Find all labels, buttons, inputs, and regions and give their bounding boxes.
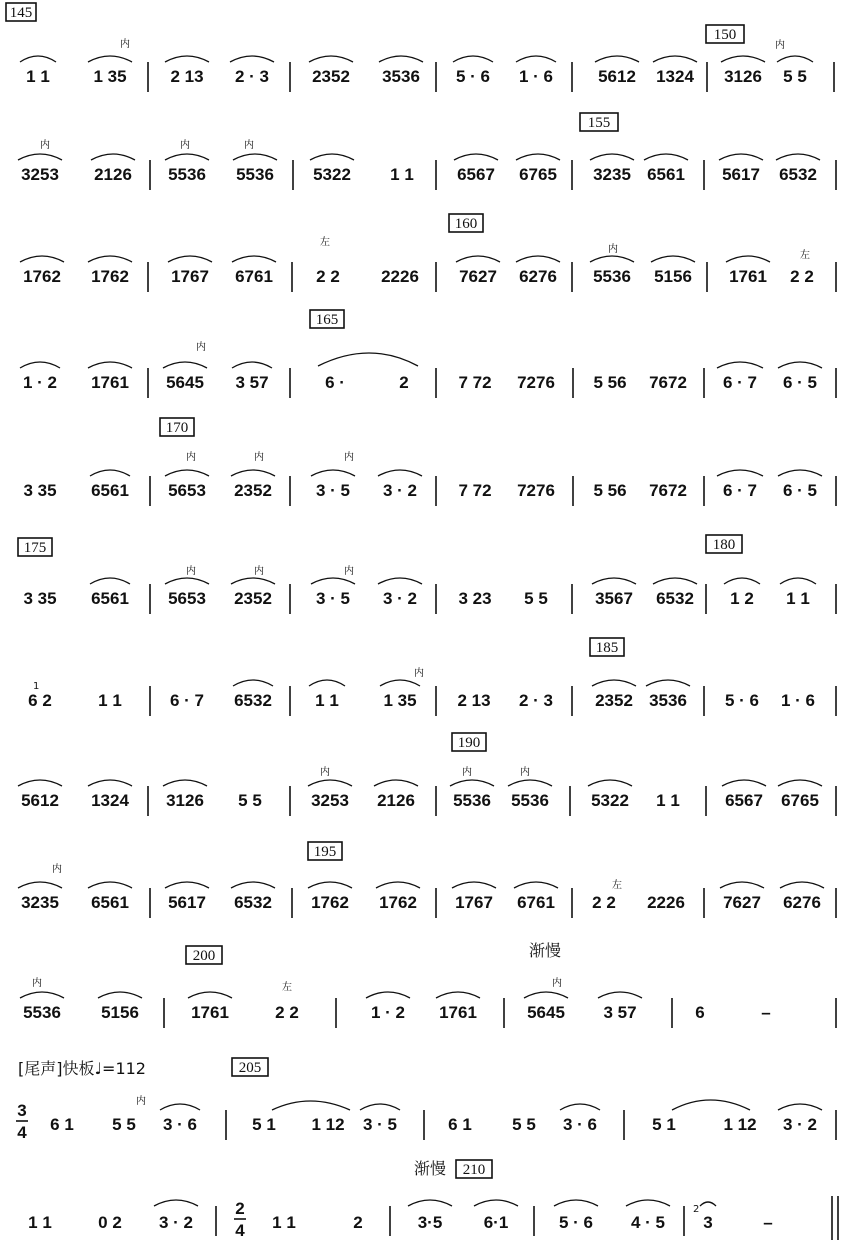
fingering-nei: 内 bbox=[136, 1096, 146, 1107]
note-group: 5536 bbox=[593, 267, 631, 286]
fingering-nei: 内 bbox=[196, 342, 206, 353]
bar-number-185: 185 bbox=[595, 640, 619, 656]
score-row-5 bbox=[23, 418, 836, 506]
note-group: 1762 bbox=[379, 893, 417, 912]
note-group: 0 2 bbox=[98, 1213, 122, 1232]
note-group: 2352 bbox=[234, 589, 272, 608]
note-group: 2 2 bbox=[316, 267, 340, 286]
note-group: 5 56 bbox=[593, 481, 627, 500]
fingering-nei: 内 bbox=[186, 452, 196, 463]
note-group: 5653 bbox=[168, 481, 206, 500]
note-group: 1761 bbox=[191, 1003, 229, 1022]
note-group: 6 1 bbox=[50, 1115, 74, 1134]
note-group: 1761 bbox=[729, 267, 767, 286]
note-group: 5 · 6 bbox=[455, 67, 491, 86]
note-group: 2 2 bbox=[275, 1003, 299, 1022]
score-row-4 bbox=[20, 310, 836, 398]
fingering-zuo: 左 bbox=[320, 237, 330, 248]
note-group: 1762 bbox=[311, 893, 349, 912]
note-group: 7276 bbox=[517, 481, 555, 500]
bar-number-175: 175 bbox=[23, 540, 47, 556]
fingering-nei: 内 bbox=[40, 140, 50, 151]
score-row-2 bbox=[18, 113, 836, 190]
slur-marks bbox=[20, 353, 822, 368]
fingering-nei: 内 bbox=[120, 39, 130, 50]
note-group: 6 · 7 bbox=[169, 691, 205, 710]
section-label-coda: [尾声]快板♩=112 bbox=[18, 1059, 146, 1078]
note-group: 2352 bbox=[595, 691, 633, 710]
note-group: 6561 bbox=[647, 165, 685, 184]
note-group: 5653 bbox=[168, 589, 206, 608]
note-group: – bbox=[763, 1213, 773, 1232]
score-row-10 bbox=[20, 941, 836, 1028]
fingering-nei: 内 bbox=[344, 452, 354, 463]
fingering-nei: 内 bbox=[52, 864, 62, 875]
slur-marks bbox=[233, 680, 690, 686]
note-group: 6761 bbox=[235, 267, 273, 286]
note-group: 2352 bbox=[234, 481, 272, 500]
note-group: 5617 bbox=[168, 893, 206, 912]
note-group: 5536 bbox=[168, 165, 206, 184]
note-group: 1 1 bbox=[656, 791, 680, 810]
fingering-zuo: 左 bbox=[612, 880, 622, 891]
note-group: 1 35 bbox=[93, 67, 127, 86]
note-group: 1762 bbox=[23, 267, 61, 286]
bar-number-210: 210 bbox=[462, 1162, 486, 1178]
fingering-nei: 内 bbox=[552, 978, 562, 989]
note-group: 5 · 6 bbox=[724, 691, 760, 710]
note-group: 5322 bbox=[313, 165, 351, 184]
time-signature-top: 2 bbox=[235, 1199, 245, 1218]
fingering-nei: 内 bbox=[775, 40, 785, 51]
fingering-nei: 内 bbox=[320, 767, 330, 778]
note-group: 3 · 2 bbox=[158, 1213, 194, 1232]
note-group: 3 57 bbox=[235, 373, 269, 392]
bar-number-170: 170 bbox=[165, 420, 189, 436]
note-group: 5536 bbox=[511, 791, 549, 810]
note-group: 6 bbox=[695, 1003, 705, 1022]
note-group: 1 2 bbox=[730, 589, 754, 608]
note-group: 6765 bbox=[519, 165, 557, 184]
note-group: 3 · 2 bbox=[382, 481, 418, 500]
note-group: 2126 bbox=[94, 165, 132, 184]
note-group: 1 · 6 bbox=[780, 691, 816, 710]
slur-marks bbox=[20, 256, 770, 262]
note-group: 6 · 5 bbox=[782, 481, 818, 500]
note-group: 7 72 bbox=[458, 481, 492, 500]
slur-marks bbox=[20, 56, 813, 62]
bar-number-150: 150 bbox=[713, 27, 737, 43]
tempo-marking-rit: 渐慢 bbox=[528, 941, 562, 960]
note-group: 2 2 bbox=[592, 893, 616, 912]
fingering-nei: 内 bbox=[244, 140, 254, 151]
note-group: 5 5 bbox=[112, 1115, 136, 1134]
note-group: 1 12 bbox=[723, 1115, 757, 1134]
note-group: 6276 bbox=[783, 893, 821, 912]
note-group: 3 · 6 bbox=[562, 1115, 598, 1134]
note-group: 5536 bbox=[453, 791, 491, 810]
slur-marks bbox=[160, 1100, 822, 1110]
slur-marks bbox=[20, 992, 642, 998]
bar-number-200: 200 bbox=[192, 948, 216, 964]
grace-note: 1 bbox=[33, 681, 40, 692]
time-signature-top: 3 bbox=[17, 1101, 27, 1120]
note-group: – bbox=[761, 1003, 771, 1022]
note-group: 1 1 bbox=[28, 1213, 52, 1232]
note-group: 5156 bbox=[101, 1003, 139, 1022]
slur-marks bbox=[90, 470, 822, 476]
note-group: 1761 bbox=[439, 1003, 477, 1022]
fingering-zuo: 左 bbox=[800, 250, 810, 261]
fingering-nei: 内 bbox=[254, 452, 264, 463]
note-group: 6 1 bbox=[448, 1115, 472, 1134]
note-group: 7672 bbox=[649, 481, 687, 500]
note-group: 3 57 bbox=[603, 1003, 637, 1022]
note-group: 5322 bbox=[591, 791, 629, 810]
note-group: 5 56 bbox=[593, 373, 627, 392]
note-group: 1767 bbox=[455, 893, 493, 912]
note-group: 6765 bbox=[781, 791, 819, 810]
note-group: 5 5 bbox=[524, 589, 548, 608]
note-group: 6·1 bbox=[483, 1213, 509, 1232]
score-row-1 bbox=[6, 3, 834, 92]
time-signature-bottom: 4 bbox=[17, 1123, 27, 1142]
note-group: 1762 bbox=[91, 267, 129, 286]
note-group: 3 35 bbox=[23, 481, 57, 500]
note-group: 6 · 7 bbox=[722, 481, 758, 500]
note-group: 7276 bbox=[517, 373, 555, 392]
note-group: 1 1 bbox=[315, 691, 339, 710]
fingering-nei: 内 bbox=[520, 767, 530, 778]
note-group: 5 · 6 bbox=[558, 1213, 594, 1232]
bar-number-190: 190 bbox=[457, 735, 481, 751]
note-group: 1 1 bbox=[26, 67, 50, 86]
note-group: 5 5 bbox=[783, 67, 807, 86]
note-group: 3126 bbox=[166, 791, 204, 810]
grace-note: 2 bbox=[693, 1204, 700, 1215]
note-group: 6276 bbox=[519, 267, 557, 286]
score-row-11 bbox=[16, 1058, 836, 1142]
note-group: 3567 bbox=[595, 589, 633, 608]
note-group: 6532 bbox=[779, 165, 817, 184]
note-group: 3126 bbox=[724, 67, 762, 86]
note-group: 3 · 6 bbox=[162, 1115, 198, 1134]
bar-number-205: 205 bbox=[238, 1060, 262, 1076]
bar-number-160: 160 bbox=[454, 216, 478, 232]
note-group: 2226 bbox=[381, 267, 419, 286]
note-group: 1 1 bbox=[98, 691, 122, 710]
note-group: 6 · 7 bbox=[722, 373, 758, 392]
note-group: 3 · 5 bbox=[315, 481, 351, 500]
note-group: 1 · 2 bbox=[22, 373, 58, 392]
fingering-nei: 内 bbox=[186, 566, 196, 577]
note-group: 2 bbox=[353, 1213, 363, 1232]
note-group: 6532 bbox=[234, 691, 272, 710]
bar-number-165: 165 bbox=[315, 312, 339, 328]
note-group: 1 · 6 bbox=[518, 67, 554, 86]
time-signature-bottom: 4 bbox=[235, 1221, 245, 1240]
note-group: 1 1 bbox=[390, 165, 414, 184]
note-group: 5612 bbox=[21, 791, 59, 810]
fingering-nei: 内 bbox=[180, 140, 190, 151]
note-group: 6532 bbox=[234, 893, 272, 912]
note-group: 3 · 5 bbox=[315, 589, 351, 608]
note-group: 5617 bbox=[722, 165, 760, 184]
note-group: 2226 bbox=[647, 893, 685, 912]
note-group: 2 13 bbox=[170, 67, 204, 86]
note-group: 5156 bbox=[654, 267, 692, 286]
note-group: 3253 bbox=[311, 791, 349, 810]
note-group: 6 · bbox=[325, 373, 345, 392]
score-row-12 bbox=[28, 1159, 838, 1240]
note-group: 7627 bbox=[723, 893, 761, 912]
slur-marks bbox=[90, 578, 816, 584]
note-group: 6761 bbox=[517, 893, 555, 912]
fingering-nei: 内 bbox=[254, 566, 264, 577]
note-group: 3 35 bbox=[23, 589, 57, 608]
note-group: 7 72 bbox=[458, 373, 492, 392]
note-group: 5 5 bbox=[238, 791, 262, 810]
fingering-nei: 内 bbox=[414, 668, 424, 679]
note-group: 3536 bbox=[649, 691, 687, 710]
note-group: 5612 bbox=[598, 67, 636, 86]
fingering-nei: 内 bbox=[32, 978, 42, 989]
note-group: 3·5 bbox=[417, 1213, 443, 1232]
slur-marks bbox=[18, 780, 822, 786]
note-group: 1324 bbox=[656, 67, 694, 86]
note-group: 7627 bbox=[459, 267, 497, 286]
bar-number-180: 180 bbox=[712, 537, 736, 553]
note-group: 1 1 bbox=[786, 589, 810, 608]
note-group: 3 · 2 bbox=[382, 589, 418, 608]
note-group: 3 bbox=[703, 1213, 713, 1232]
note-group: 2 bbox=[399, 373, 409, 392]
slur-marks bbox=[18, 154, 820, 160]
bar-number-145: 145 bbox=[9, 5, 33, 21]
fingering-nei: 内 bbox=[608, 244, 618, 255]
note-group: 5 5 bbox=[512, 1115, 536, 1134]
fingering-nei: 内 bbox=[344, 566, 354, 577]
bar-number-155: 155 bbox=[587, 115, 611, 131]
note-group: 6561 bbox=[91, 481, 129, 500]
note-group: 1767 bbox=[171, 267, 209, 286]
slur-marks bbox=[18, 882, 824, 888]
note-group: 1761 bbox=[91, 373, 129, 392]
tempo-marking-rit: 渐慢 bbox=[413, 1159, 447, 1178]
note-group: 4 · 5 bbox=[630, 1213, 666, 1232]
note-group: 5 1 bbox=[252, 1115, 276, 1134]
note-group: 2352 bbox=[312, 67, 350, 86]
note-group: 3253 bbox=[21, 165, 59, 184]
note-group: 2 13 bbox=[457, 691, 491, 710]
score-row-6 bbox=[18, 535, 836, 614]
bar-number-195: 195 bbox=[313, 844, 337, 860]
score-row-8 bbox=[18, 733, 836, 816]
note-group: 6532 bbox=[656, 589, 694, 608]
note-group: 3 23 bbox=[458, 589, 492, 608]
fingering-nei: 内 bbox=[462, 767, 472, 778]
note-group: 6567 bbox=[725, 791, 763, 810]
note-group: 3 · 5 bbox=[362, 1115, 398, 1134]
note-group: 3536 bbox=[382, 67, 420, 86]
note-group: 3 · 2 bbox=[782, 1115, 818, 1134]
note-group: 2 2 bbox=[790, 267, 814, 286]
note-group: 6 2 bbox=[28, 691, 52, 710]
note-group: 1 · 2 bbox=[370, 1003, 406, 1022]
note-group: 1 12 bbox=[311, 1115, 345, 1134]
note-group: 1 35 bbox=[383, 691, 417, 710]
score-row-9 bbox=[18, 842, 836, 918]
note-group: 5536 bbox=[236, 165, 274, 184]
note-group: 7672 bbox=[649, 373, 687, 392]
note-group: 6561 bbox=[91, 893, 129, 912]
note-group: 1 1 bbox=[272, 1213, 296, 1232]
note-group: 1324 bbox=[91, 791, 129, 810]
note-group: 2 · 3 bbox=[518, 691, 554, 710]
note-group: 6561 bbox=[91, 589, 129, 608]
note-group: 6567 bbox=[457, 165, 495, 184]
note-group: 3235 bbox=[21, 893, 59, 912]
note-group: 2126 bbox=[377, 791, 415, 810]
note-group: 6 · 5 bbox=[782, 373, 818, 392]
note-group: 5536 bbox=[23, 1003, 61, 1022]
score-row-3 bbox=[20, 214, 836, 292]
score-row-7 bbox=[28, 638, 836, 716]
note-group: 5645 bbox=[527, 1003, 565, 1022]
note-group: 5 1 bbox=[652, 1115, 676, 1134]
note-group: 2 · 3 bbox=[234, 67, 270, 86]
note-group: 5645 bbox=[166, 373, 204, 392]
note-group: 3235 bbox=[593, 165, 631, 184]
fingering-zuo: 左 bbox=[282, 982, 292, 993]
